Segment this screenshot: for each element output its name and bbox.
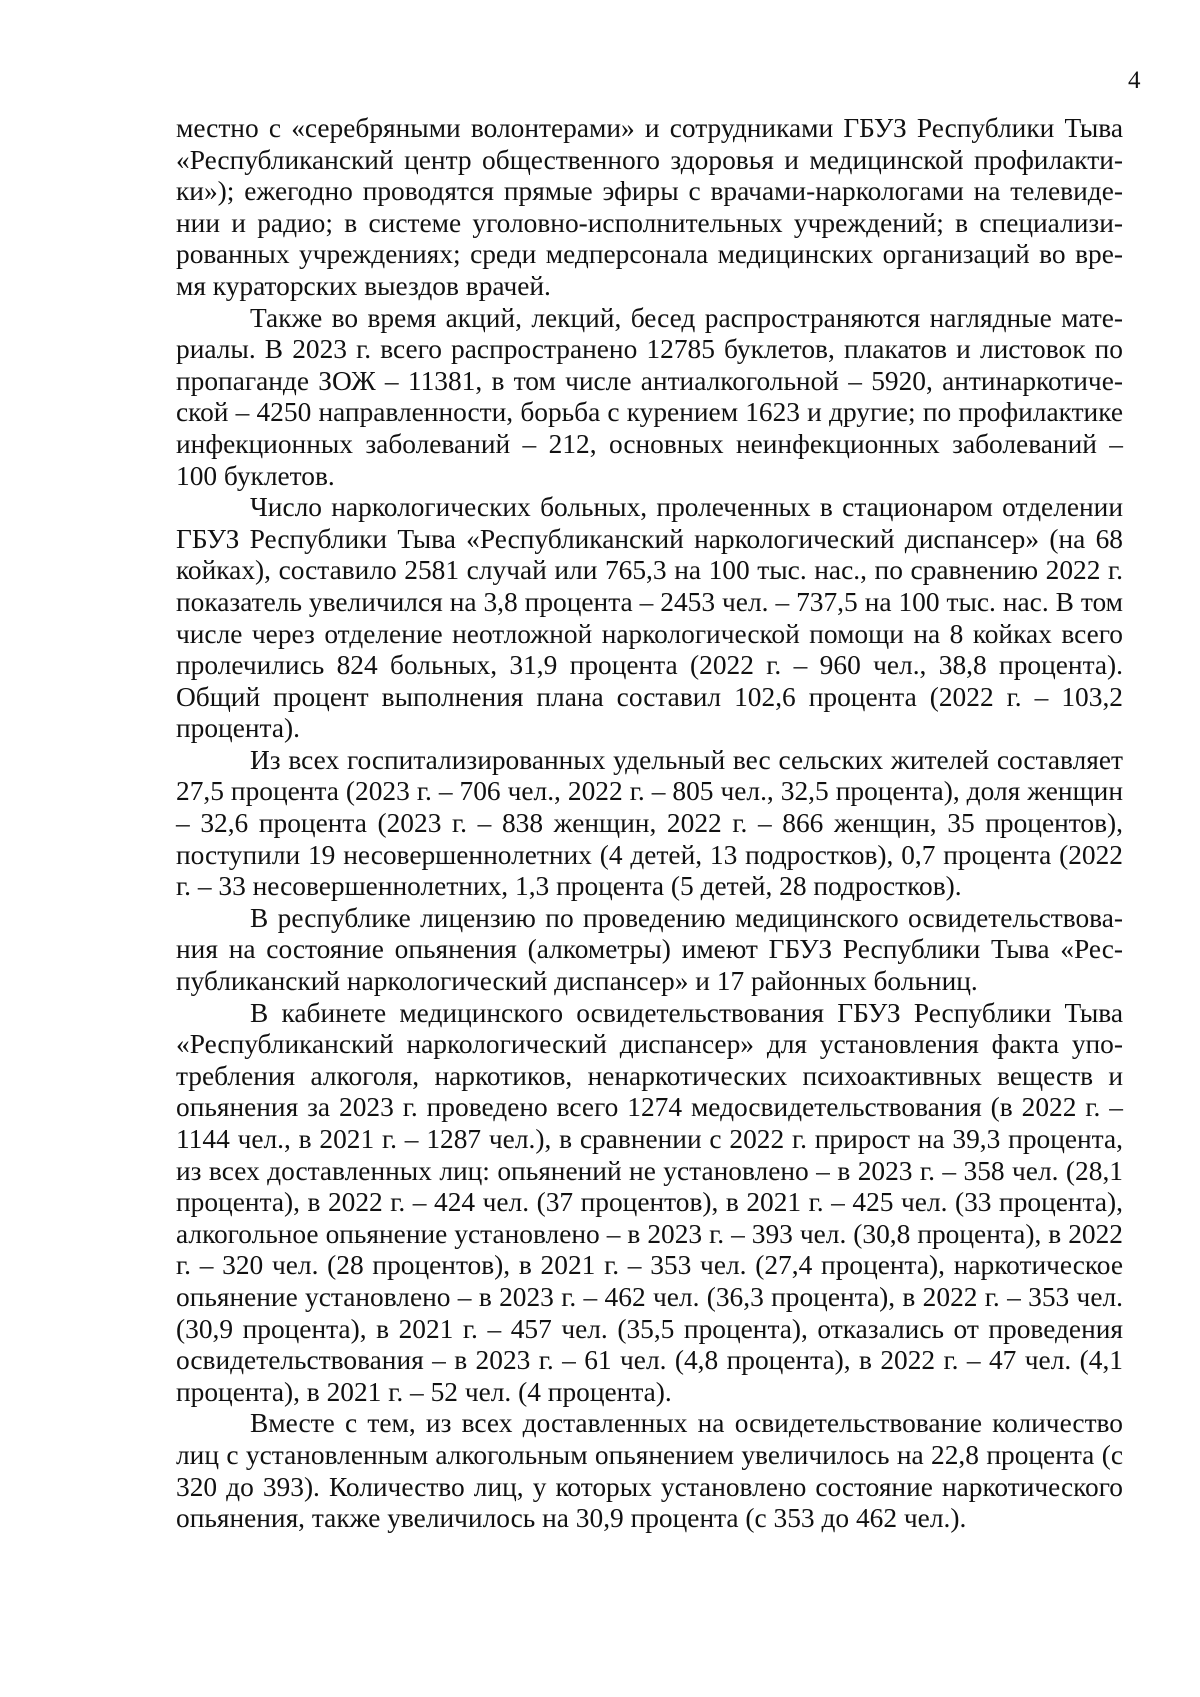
document-body xyxy=(176,113,1123,1535)
paragraph-examination-office: В кабинете медицинского освидетельствования ГБУЗ Республики Тыва «Республиканский наркологический диспансер» для установления факта употребления алкоголя, наркотиков, ненаркотических психоактивных веществ и опьянения за 2023 г. проведено всего 1274 медосвидетельствования (в 2022 г. – 1144 чел., в 2021 г. – 1287 чел.), в сравнении с 2022 г. прирост на 39,3 процента, из всех доставленных лиц: опьянений не установлено – в 2023 г. – 358 чел. (28,1 процента), в 2022 г. – 424 чел. (37 процентов), в 2021 г. – 425 чел. (33 процента), алкогольное опьянение установлено – в 2023 г. – 393 чел. (30,8 процента), в 2022 г. – 320 чел. (28 процентов), в 2021 г. – 353 чел. (27,4 процента), наркотическое опьянение установлено – в 2023 г. – 462 чел. (36,3 процента), в 2022 г. – 353 чел. (30,9 процента), в 2021 г. – 457 чел. (35,5 процента), отказались от проведения освидетельствования – в 2023 г. – 61 чел. (4,8 процента), в 2022 г. – 47 чел. (4,1 процента), в 2021 г. – 52 чел. (4 процента). xyxy=(176,997,1123,1407)
paragraph-continuation: местно с «серебряными волонтерами» и сотрудниками ГБУЗ Республики Тыва «Республиканский центр общественного здоровья и медицинской профилактики»); ежегодно проводятся прямые эфиры с врачами-наркологами на телевидении и радио; в системе уголовно-исполнительных учреждений; в специализированных учреждениях; среди медперсонала медицинских организаций во время кураторских выездов врачей. xyxy=(176,113,1123,301)
paragraph-inpatient-treatment: Число наркологических больных, пролеченных в стационаром отделении ГБУЗ Республики Тыва «Республиканский наркологический диспансер» (на 68 койках), составило 2581 случай или 765,3 на 100 тыс. нас., по сравнению 2022 г. показатель увеличился на 3,8 процента – 2453 чел. – 737,5 на 100 тыс. нас. В том числе через отделение неотложной наркологической помощи на 8 койках всего пролечились 824 больных, 31,9 процента (2022 г. – 960 чел., 38,8 процента). Общий процент выполнения плана составил 102,6 процента (2022 г. – 103,2 процента). xyxy=(176,492,1123,744)
page-number: 4 xyxy=(1128,67,1141,94)
paragraph-hospitalized-share: Из всех госпитализированных удельный вес сельских жителей составляет 27,5 процента (2023 г. – 706 чел., 2022 г. – 805 чел., 32,5 процента), доля женщин – 32,6 процента (2023 г. – 838 женщин, 2022 г. – 866 женщин, 35 процентов), поступили 19 несовершеннолетних (4 детей, 13 подростков), 0,7 процента (2022 г. – 33 несовершеннолетних, 1,3 процента (5 детей, 28 подростков). xyxy=(176,744,1123,902)
paragraph-conclusion: Вместе с тем, из всех доставленных на освидетельствование количество лиц с установленным алкогольным опьянением увеличилось на 22,8 процента (с 320 до 393). Количество лиц, у которых установлено состояние наркотического опьянения, также увеличилось на 30,9 процента (с 353 до 462 чел.). xyxy=(176,1408,1123,1534)
paragraph-license: В республике лицензию по проведению медицинского освидетельствования на состояние опьянения (алкометры) имеют ГБУЗ Республики Тыва «Республиканский наркологический диспансер» и 17 районных больниц. xyxy=(176,902,1123,997)
paragraph-visual-materials: Также во время акций, лекций, бесед распространяются наглядные материалы. В 2023 г. всего распространено 12785 буклетов, плакатов и листовок по пропаганде ЗОЖ – 11381, в том числе антиалкогольной – 5920, антинаркотической – 4250 направленности, борьба с курением 1623 и другие; по профилактике инфекционных заболеваний – 212, основных неинфекционных заболеваний – 100 буклетов. xyxy=(176,302,1123,491)
